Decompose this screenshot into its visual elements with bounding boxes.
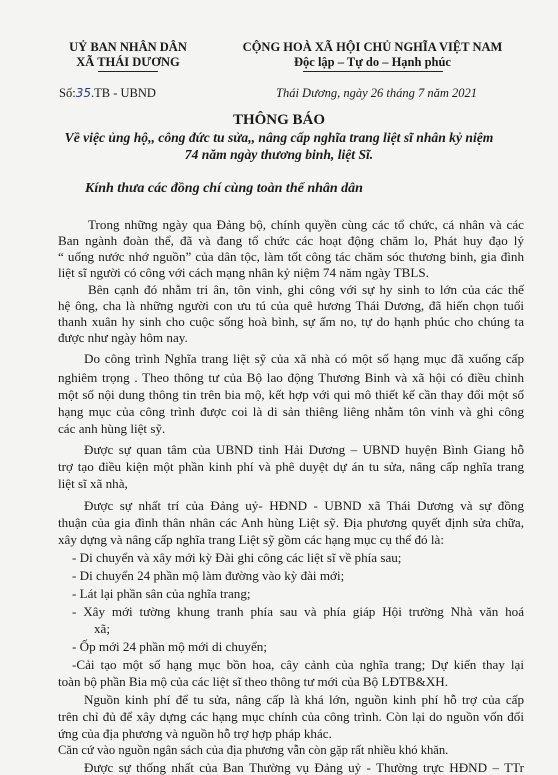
body-line: Được sự nhất trí của Đảng uỷ- HĐND - UBND xã Thái Dương và sự đồng bbox=[84, 498, 524, 513]
body-line: “ uống nước nhớ nguồn” của dân tộc, làm tốt công tác chăm sóc thương binh, gia đình bbox=[58, 249, 524, 264]
list-item-continuation: xã; bbox=[94, 621, 110, 636]
body-line: Nguồn kinh phí để tu sửa, nâng cấp là khá lớn, nguồn kinh phí hỗ trợ của cấp bbox=[84, 692, 524, 707]
body-line: một số nội dung thông tin trên bia mộ, kết hợp với qui mô thiết kế cần thay đổi một số bbox=[58, 387, 524, 402]
body-line: Bên cạnh đó nhằm tri ân, tôn vinh, ghi công với sự hy sinh to lớn của các thế bbox=[88, 282, 524, 297]
national-title: CỘNG HOÀ XÃ HỘI CHỦ NGHĨA VIỆT NAM bbox=[242, 40, 503, 54]
subtitle-line-2: 74 năm ngày thương binh, liệt Sĩ. bbox=[184, 147, 374, 162]
body-line: Trong những ngày qua Đảng bộ, chính quyền cùng các tổ chức, cá nhân và các bbox=[88, 217, 524, 232]
number-suffix: .TB - UBND bbox=[90, 86, 156, 100]
body-line: -Cải tạo một số hạng mục bồn hoa, cây cảnh của nghĩa trang; Dự kiến thay lại bbox=[72, 657, 524, 672]
document-number bbox=[59, 86, 156, 101]
number-prefix: Số: bbox=[59, 86, 76, 100]
motto-underline bbox=[303, 71, 443, 72]
body-line: ứng của địa phương và nguồn hỗ trợ hợp pháp khác. bbox=[58, 726, 332, 741]
issuer-underline bbox=[98, 71, 158, 72]
body-line: liệt sĩ xã nhà, bbox=[58, 476, 128, 491]
body-line: các anh hùng liệt sỹ. bbox=[58, 421, 166, 436]
body-line: thanh xuân hy sinh cho cuộc sống hoà bình, sự ấm no, tự do hạnh phúc cho chúng ta bbox=[58, 314, 524, 329]
body-line: Ban ngành đoàn thể, đã và đang tổ chức các hoạt động chăm lo, Phát huy đạo lý bbox=[58, 233, 524, 248]
body-line: Được sự thống nhất của Ban Thường vụ Đảng uỷ - Thường trực HĐND – TTr bbox=[84, 760, 524, 775]
body-line: hệ ông, cha là những người con ưu tú của quê hương Thái Dương, đã hiến chọn tuổi bbox=[58, 298, 524, 313]
body-line: hạng mục của công trình được coi là di sản thiêng liêng nhằm tôn vinh và ghi công bbox=[58, 404, 524, 419]
body-line: trên chỉ đủ để xây dựng các hạng mục chính của công trình. Còn lại do nguồn vốn đối bbox=[58, 709, 524, 724]
body-line: toàn bộ phần Bia mộ của các liệt sĩ theo thông tư mới của Bộ LĐTB&XH. bbox=[58, 674, 449, 689]
body-line: được như ngày hôm nay. bbox=[58, 330, 188, 345]
issuer-commune: XÃ THÁI DƯƠNG bbox=[76, 55, 180, 69]
national-motto: Độc lập – Tự do – Hạnh phúc bbox=[294, 55, 451, 69]
greeting: Kính thưa các đồng chí cùng toàn thể nhân dân bbox=[85, 181, 363, 196]
subtitle-line-1: Về việc ủng hộ,, công đức tu sửa,, nâng cấp nghĩa trang liệt sĩ nhân kỷ niệm bbox=[64, 130, 494, 145]
page-title: THÔNG BÁO bbox=[232, 112, 326, 128]
body-line: trợ tạo điều kiện một phần kinh phí và phê duyệt dự án tu sửa, nâng cấp nghĩa trang bbox=[58, 459, 524, 474]
body-line: thuận của gia đình thân nhân các Anh hùng Liệt sỹ. Địa phương quyết định sửa chữa, bbox=[58, 515, 524, 530]
list-item: - Lát lại phần sân của nghĩa trang; bbox=[72, 586, 251, 601]
list-item: - Di chuyển và xây mới kỳ Đài ghi công các liệt sĩ về phía sau; bbox=[72, 550, 402, 565]
body-line: xây dựng và nâng cấp nghĩa trang Liệt sỹ gồm các hạng mục cụ thể đó là: bbox=[58, 532, 444, 547]
body-line: Được sự quan tâm của UBND tỉnh Hải Dương – UBND huyện Bình Giang hỗ bbox=[84, 442, 524, 457]
body-line: Căn cứ vào nguồn ngân sách của địa phương vẫn còn gặp rất nhiều khó khăn. bbox=[58, 743, 449, 757]
body-line: nghiêm trọng . Theo thông tư của Bộ lao động Thương Binh và xã hội có điều chỉnh bbox=[58, 370, 524, 385]
number-handwritten: 35 bbox=[75, 86, 91, 100]
list-item: - Ốp mới 24 phần mộ mới di chuyển; bbox=[72, 639, 267, 654]
list-item: - Di chuyển 24 phần mộ làm đường vào kỳ đài mới; bbox=[72, 568, 345, 583]
issuer-name: UỶ BAN NHÂN DÂN bbox=[69, 40, 187, 54]
body-line: liệt sĩ người có công với cách mạng nhân kỷ niệm 74 năm ngày TBLS. bbox=[58, 265, 429, 280]
date-line: Thái Dương, ngày 26 tháng 7 năm 2021 bbox=[276, 86, 477, 100]
body-line: Do công trình Nghĩa trang liệt sỹ của xã nhà có một số hạng mục đã xuống cấp bbox=[84, 351, 524, 366]
list-item: - Xây mới tường khung tranh phía sau và phía giáp Hội trường Nhà văn hoá bbox=[72, 604, 524, 619]
